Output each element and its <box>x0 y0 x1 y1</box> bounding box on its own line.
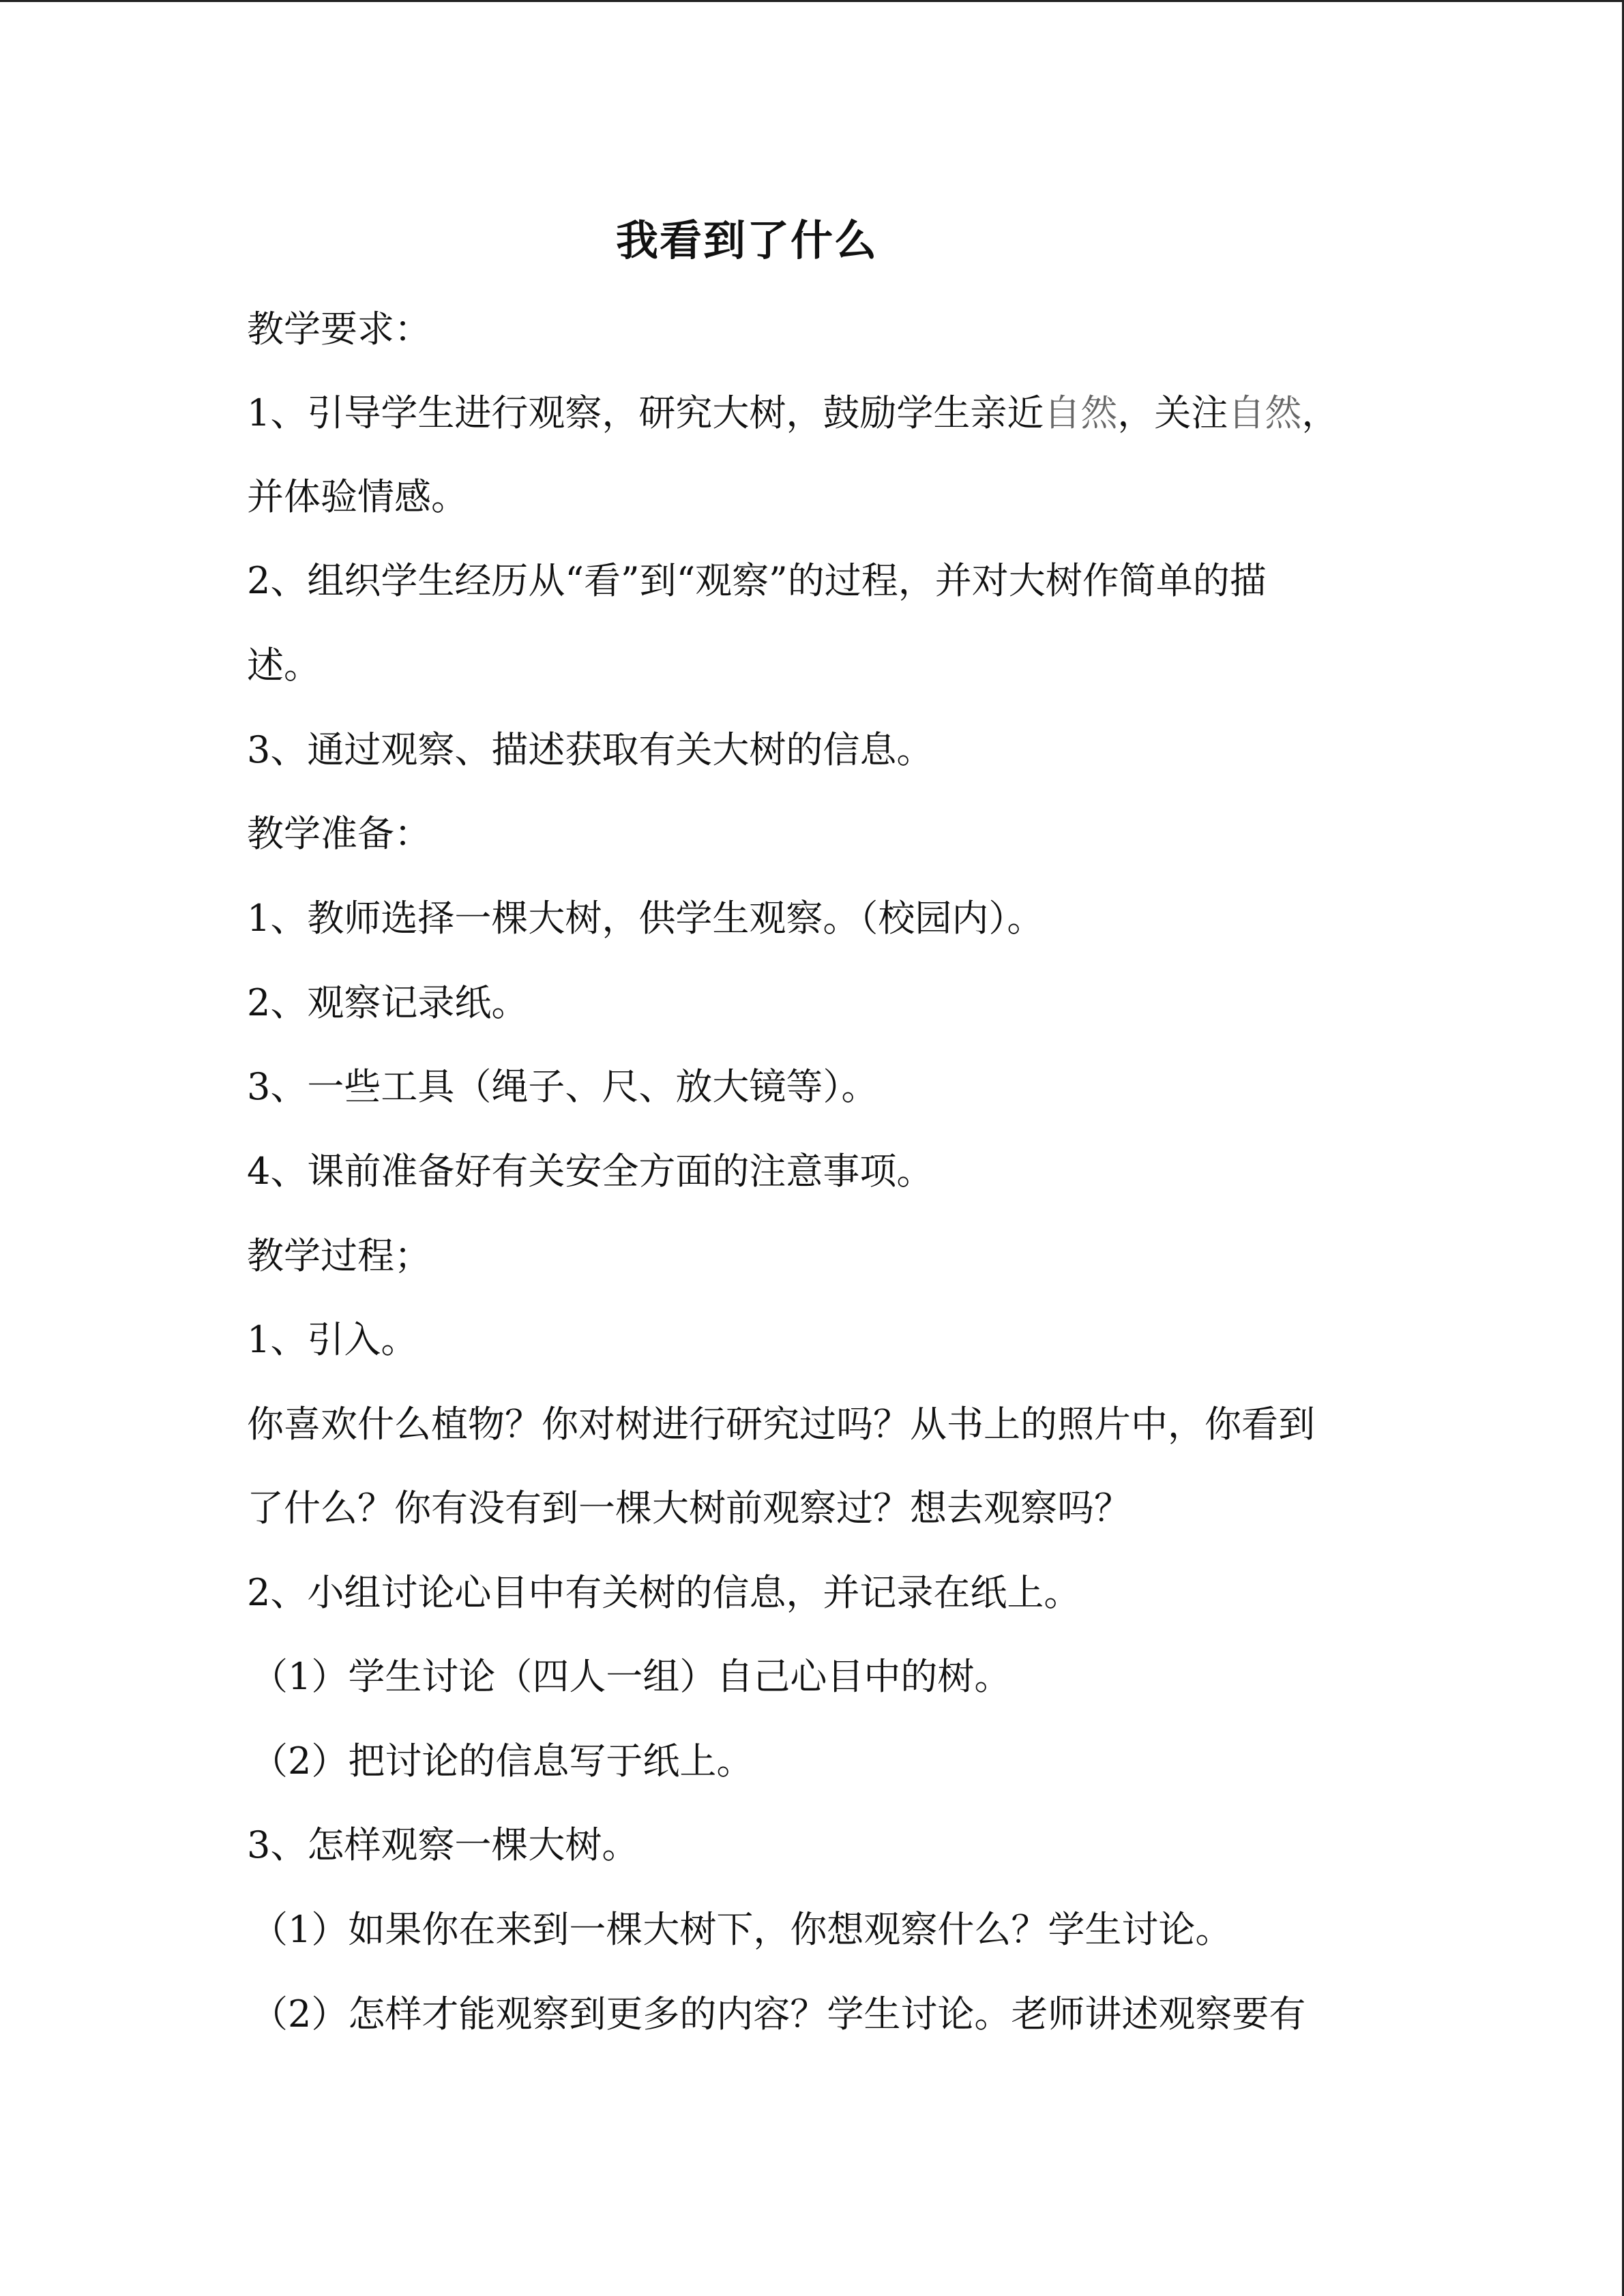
paragraph-line <box>247 386 1420 441</box>
text-run-highlight: 自然 <box>1044 391 1118 434</box>
paragraph-line: （2）怎样才能观察到更多的内容？学生讨论。老师讲述观察要有 <box>251 1993 1306 2036</box>
paragraph-line: 3、通过观察、描述获取有关大树的信息。 <box>247 728 934 771</box>
paragraph-line: 1、引入。 <box>247 1318 418 1361</box>
text-run: ， <box>1301 391 1339 434</box>
paragraph-line: 你喜欢什么植物？你对树进行研究过吗？从书上的照片中，你看到 <box>247 1403 1315 1446</box>
paragraph-line: （1）如果你在来到一棵大树下，你想观察什么？学生讨论。 <box>251 1908 1232 1951</box>
section-heading-process: 教学过程； <box>247 1234 431 1277</box>
section-heading-requirements: 教学要求： <box>247 308 431 351</box>
paragraph-line: 述。 <box>247 644 321 687</box>
paragraph-line: 3、一些工具（绳子、尺、放大镜等）。 <box>247 1065 879 1108</box>
paragraph-line: 并体验情感。 <box>247 475 468 518</box>
paragraph-line: 1、教师选择一棵大树，供学生观察。（校园内）。 <box>247 897 1044 940</box>
paragraph-line: 2、组织学生经历从“看”到“观察”的过程，并对大树作简单的描 <box>247 559 1267 602</box>
paragraph-line: 4、课前准备好有关安全方面的注意事项。 <box>247 1150 934 1193</box>
text-run: ，关注 <box>1117 391 1228 434</box>
text-run-highlight: 自然 <box>1228 391 1302 434</box>
section-heading-preparation: 教学准备： <box>247 812 431 855</box>
text-run: 1、引导学生进行观察，研究大树，鼓励学生亲近 <box>247 391 1044 434</box>
paragraph-line: （1）学生讨论（四人一组）自己心目中的树。 <box>251 1655 1012 1698</box>
paragraph-line: （2）把讨论的信息写于纸上。 <box>251 1740 754 1783</box>
paragraph-line: 2、小组讨论心目中有关树的信息，并记录在纸上。 <box>247 1571 1081 1614</box>
document-title: 我看到了什么 <box>615 215 878 265</box>
paragraph-line: 了什么？你有没有到一棵大树前观察过？想去观察吗？ <box>247 1487 1131 1530</box>
paragraph-line: 3、怎样观察一棵大树。 <box>247 1823 639 1866</box>
paragraph-line: 2、观察记录纸。 <box>247 981 529 1024</box>
